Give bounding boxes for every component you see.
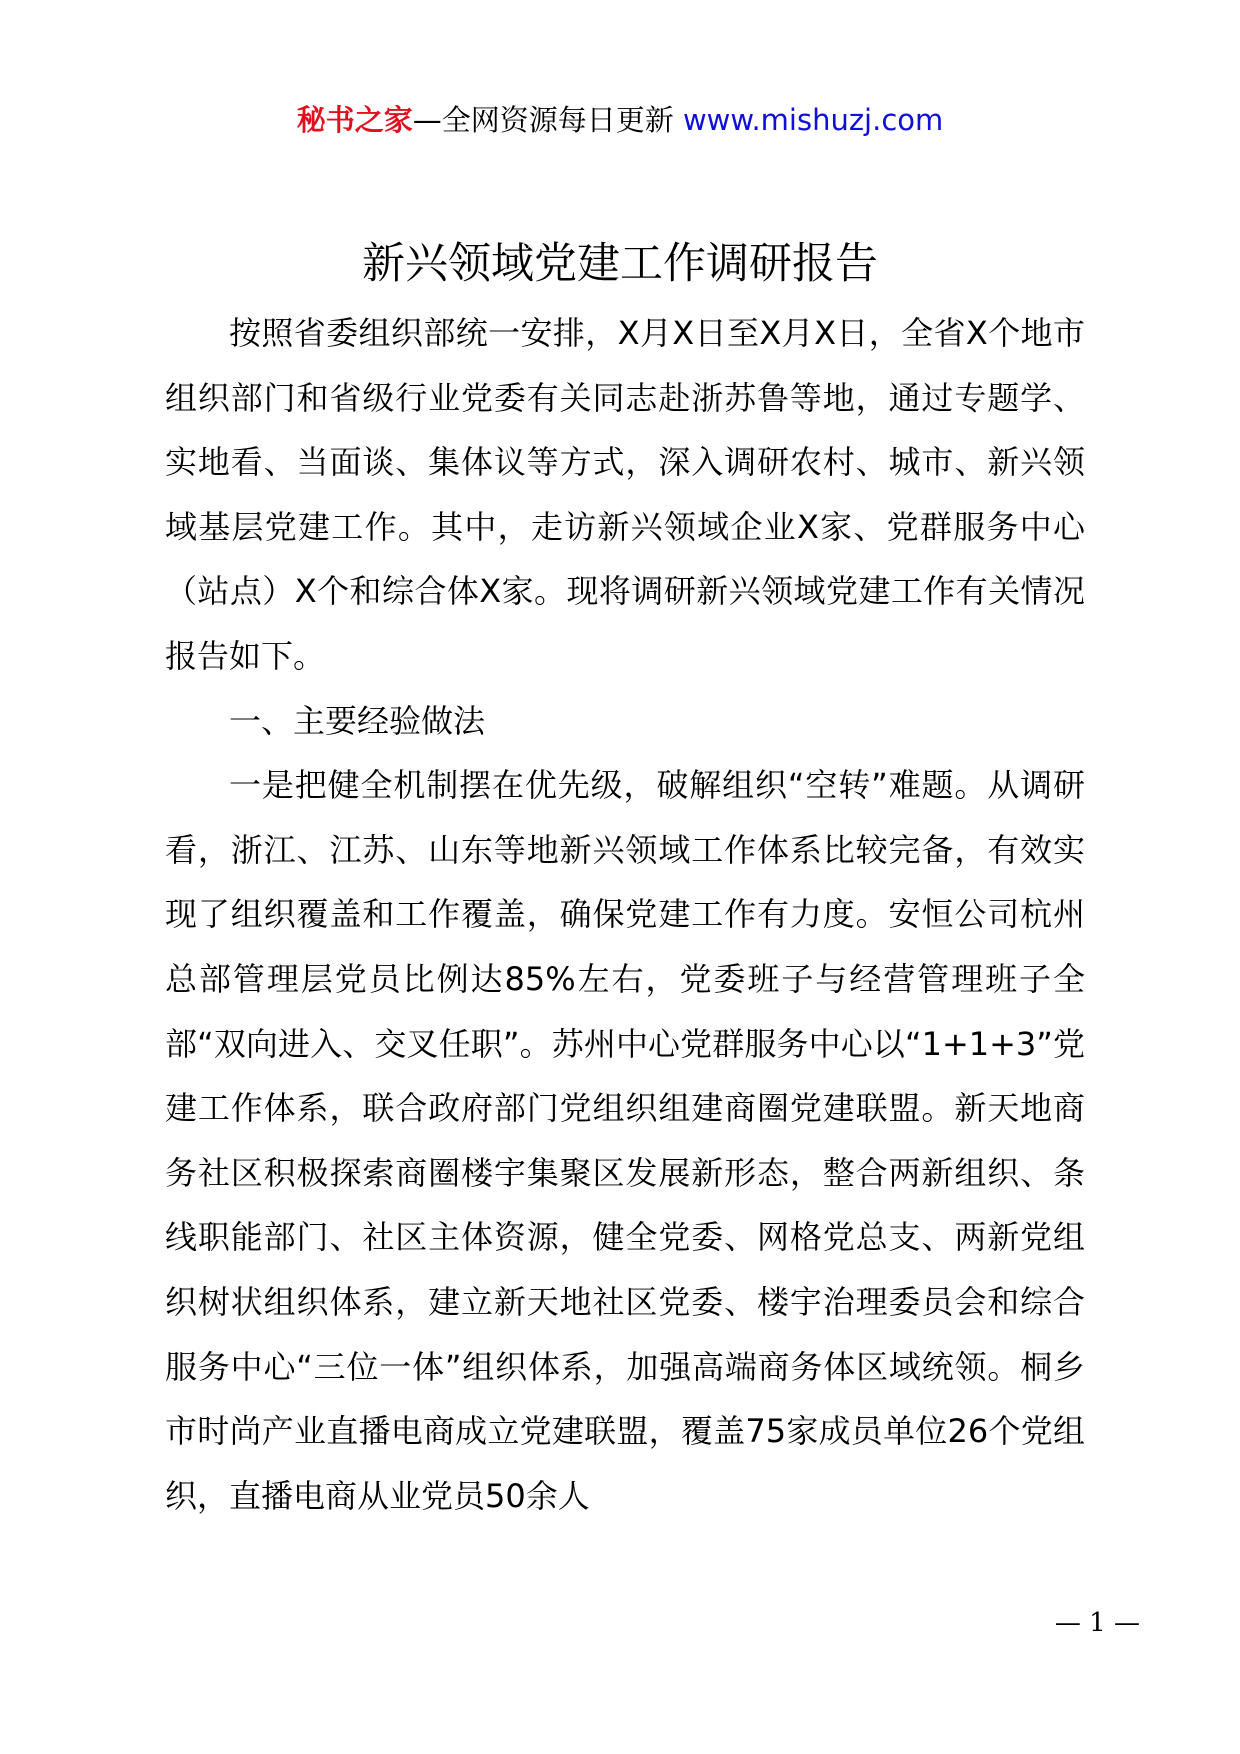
site-url[interactable]: www.mishuzj.com xyxy=(682,103,944,137)
site-brand: 秘书之家 xyxy=(296,103,413,137)
document-body xyxy=(165,301,1085,1528)
site-header xyxy=(0,100,1240,140)
document-title: 新兴领域党建工作调研报告 xyxy=(362,239,878,289)
body-paragraph: 一是把健全机制摆在优先级，破解组织“空转”难题。从调研看，浙江、江苏、山东等地新兴领域工作体系比较完备，有效实现了组织覆盖和工作覆盖，确保党建工作有力度。安恒公司杭州总部管理层党员比例达85%左右，党委班子与经营管理班子全部“双向进入、交叉任职”。苏州中心党群服务中心以“1+1+3”党建工作体系，联合政府部门党组织组建商圈党建联盟。新天地商务社区积极探索商圈楼宇集聚区发展新形态，整合两新组织、条线职能部门、社区主体资源，健全党委、网格党总支、两新党组织树状组织体系，建立新天地社区党委、楼宇治理委员会和综合服务中心“三位一体”组织体系，加强高端商务体区域统领。桐乡市时尚产业直播电商成立党建联盟，覆盖75家成员单位26个党组织，直播电商从业党员50余人 xyxy=(165,766,1085,1515)
site-slogan: —全网资源每日更新 xyxy=(412,103,674,137)
page-number: — 1 — xyxy=(1054,1608,1140,1638)
intro-paragraph: 按照省委组织部统一安排，X月X日至X月X日，全省X个地市组织部门和省级行业党委有关同志赴浙苏鲁等地，通过专题学、实地看、当面谈、集体议等方式，深入调研农村、城市、新兴领域基层党建工作。其中，走访新兴领域企业X家、党群服务中心（站点）X个和综合体X家。现将调研新兴领域党建工作有关情况报告如下。 xyxy=(165,314,1085,675)
section-heading: 一、主要经验做法 xyxy=(229,701,486,740)
